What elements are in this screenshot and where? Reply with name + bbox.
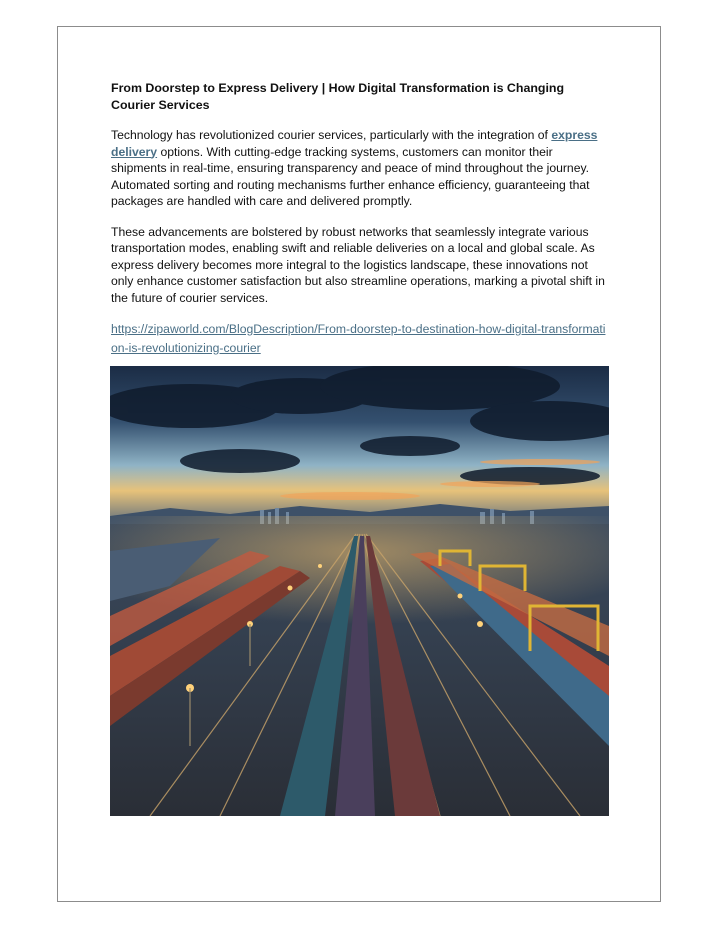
document-page	[57, 26, 661, 902]
paragraph-1-rest: options. With cutting-edge tracking systems, customers can monitor their shipments in real-time, ensuring transparency and peace of mind throughout the journey. Automated sorting and routing mechanisms further enhance efficiency, guaranteeing that packages are handled with care and delivered promptly.	[111, 144, 590, 208]
paragraph-2: These advancements are bolstered by robust networks that seamlessly integrate various transportation modes, enabling swift and reliable deliveries on a local and global scale. As express delivery becomes more integral to the logistics landscape, these innovations not only enhance customer satisfaction but also streamline operations, marking a pivotal shift in the future of courier services.	[111, 224, 605, 305]
article-body	[111, 80, 611, 357]
express-delivery-link[interactable]: express delivery	[111, 128, 598, 159]
article-title: From Doorstep to Express Delivery | How Digital Transformation is Changing Courier Services	[111, 81, 565, 112]
paragraph-1-lead: Technology has revolutionized courier services, particularly with the integration of	[111, 128, 552, 142]
source-url-link[interactable]: https://zipaworld.com/BlogDescription/From-doorstep-to-destination-how-digital-transformation-is-revolutionizing-courier	[111, 322, 606, 355]
paragraph-1	[111, 127, 611, 210]
logistics-yard-photo	[110, 366, 609, 816]
